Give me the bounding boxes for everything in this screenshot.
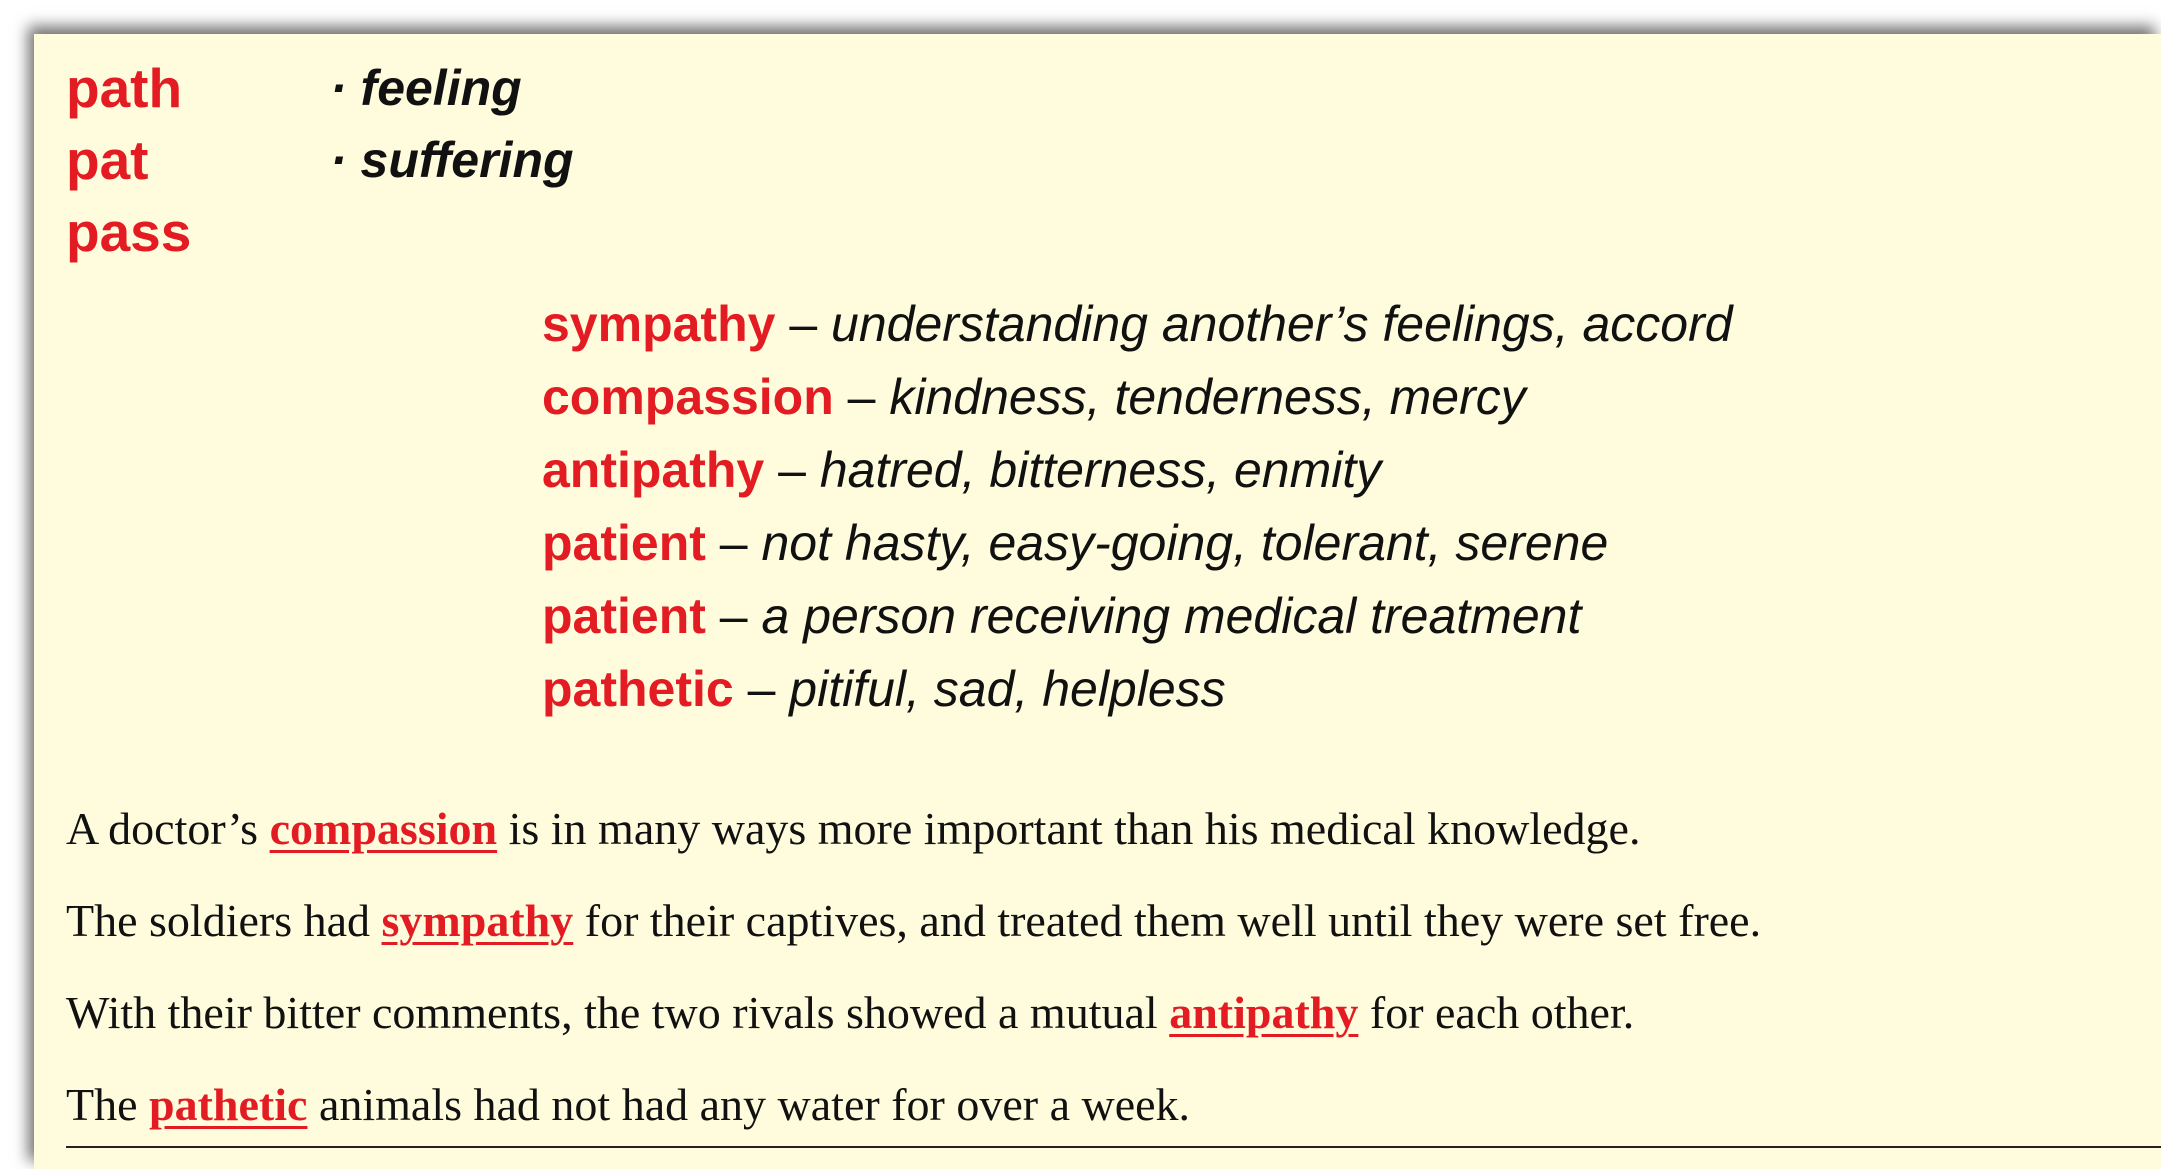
example-sentence [66,878,2156,970]
bottom-divider [66,1146,2161,1148]
definition-meaning: kindness, tenderness, mercy [889,369,1526,425]
example-sentence [66,786,2156,878]
highlighted-word: compassion [269,803,498,854]
example-sentence [66,970,2156,1062]
highlighted-word: sympathy [381,895,574,946]
root-word: path [66,57,183,119]
root-list [66,52,1066,268]
definition-term: antipathy [542,442,765,498]
vocabulary-card [34,34,2161,1169]
sentence-text: animals had not had any water for over a week. [307,1079,1191,1130]
definition-meaning: not hasty, easy-going, tolerant, serene [761,515,1609,571]
definition-meaning: understanding another’s feelings, accord [831,296,1733,352]
definition-row [542,653,2042,726]
root-meaning: · feeling [330,60,522,116]
definition-dash: – [764,442,820,498]
definition-dash: – [833,369,890,425]
definition-dash: – [775,296,832,352]
definition-term: patient [542,588,706,644]
definition-term: patient [542,515,706,571]
example-sentence [66,1062,2156,1154]
sentence-text: A doctor’s [66,803,270,854]
definition-dash: – [733,661,790,717]
sentence-text: is in many ways more important than his medical knowledge. [497,803,1641,854]
definition-row [542,361,2042,434]
sentence-text: With their bitter comments, the two rivals showed a mutual [66,987,1170,1038]
definition-row [542,288,2042,361]
root-row [66,124,1066,196]
definition-term: pathetic [542,661,734,717]
root-meaning: · suffering [330,132,574,188]
definition-row [542,580,2042,653]
definition-dash: – [705,588,762,644]
root-word: pass [66,201,192,263]
sentence-text: for each other. [1358,987,1635,1038]
definition-meaning: a person receiving medical treatment [761,588,1582,644]
root-word: pat [66,129,149,191]
root-row [66,52,1066,124]
sentence-text: The soldiers had [66,895,382,946]
sentence-text: The [66,1079,150,1130]
definition-row [542,507,2042,580]
definition-term: compassion [542,369,834,425]
example-sentences [66,786,2156,1154]
definition-term: sympathy [542,296,776,352]
definition-meaning: hatred, bitterness, enmity [819,442,1382,498]
definition-list [542,288,2042,726]
highlighted-word: antipathy [1169,987,1359,1038]
sentence-text: for their captives, and treated them well until they were set free. [573,895,1762,946]
highlighted-word: pathetic [149,1079,308,1130]
root-row [66,196,1066,268]
definition-dash: – [705,515,762,571]
definition-meaning: pitiful, sad, helpless [789,661,1226,717]
definition-row [542,434,2042,507]
